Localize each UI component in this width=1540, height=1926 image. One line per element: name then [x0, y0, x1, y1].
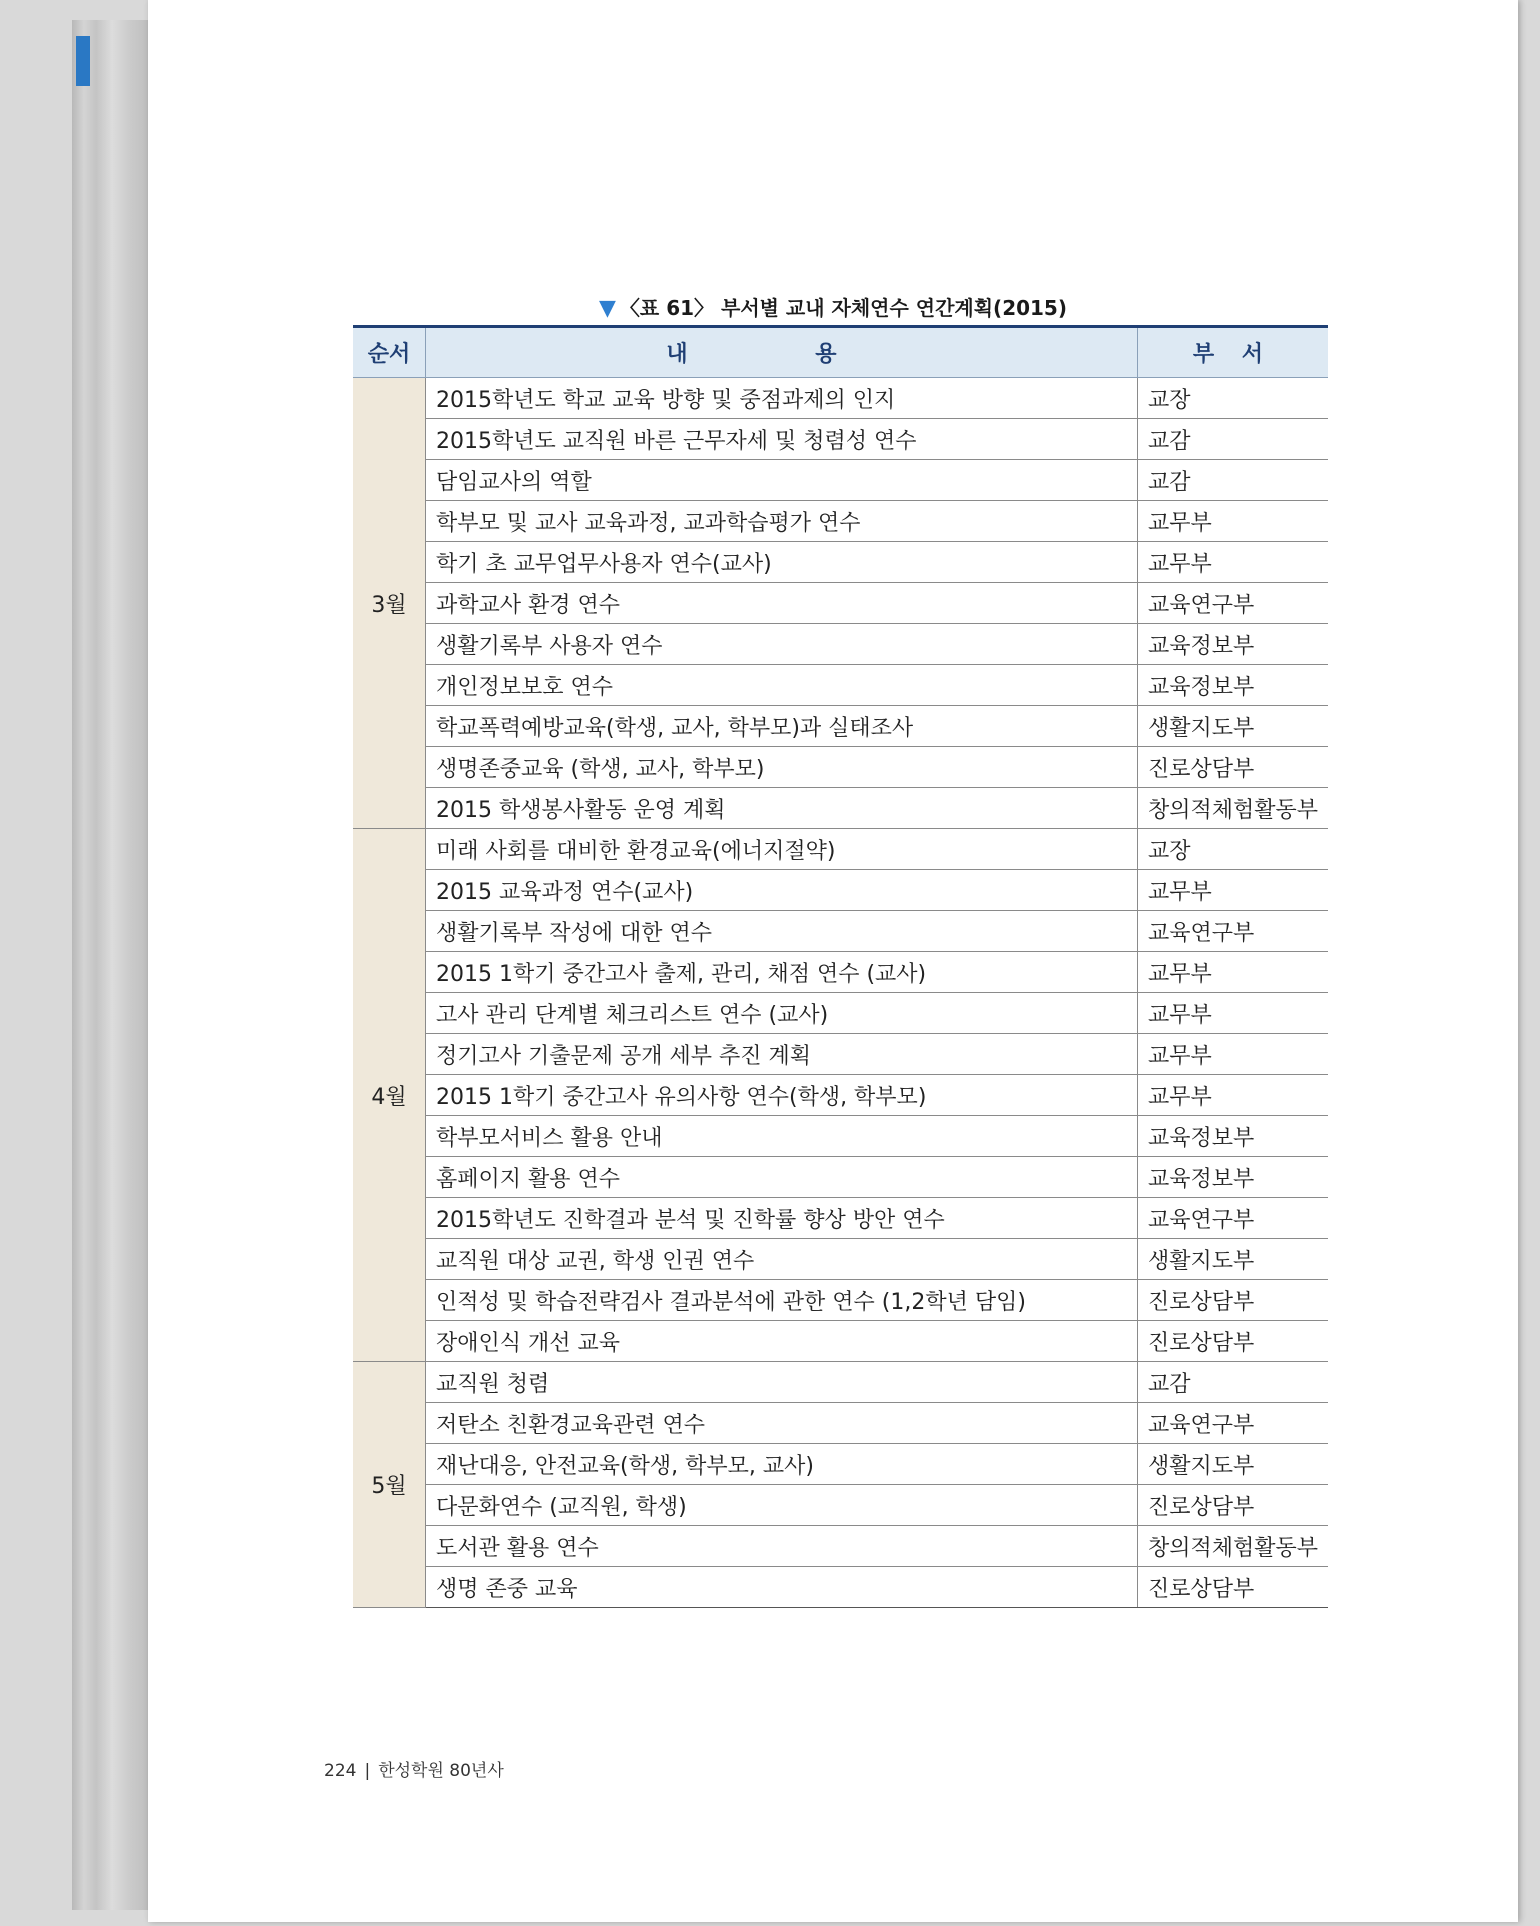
content-cell: 2015학년도 교직원 바른 근무자세 및 청렴성 연수	[426, 419, 1138, 460]
dept-cell: 교육정보부	[1137, 665, 1328, 706]
content-cell: 장애인식 개선 교육	[426, 1321, 1138, 1362]
training-plan-table	[353, 325, 1328, 1608]
table-row	[353, 1280, 1328, 1321]
dept-cell: 교장	[1137, 378, 1328, 419]
dept-cell: 생활지도부	[1137, 1239, 1328, 1280]
table-row	[353, 1485, 1328, 1526]
table-header-row	[353, 327, 1328, 378]
header-order: 순서	[353, 327, 426, 378]
content-cell: 과학교사 환경 연수	[426, 583, 1138, 624]
table-row	[353, 1362, 1328, 1403]
content-cell: 교직원 대상 교권, 학생 인권 연수	[426, 1239, 1138, 1280]
dept-cell: 생활지도부	[1137, 706, 1328, 747]
dept-cell: 창의적체험활동부	[1137, 788, 1328, 829]
table-row	[353, 706, 1328, 747]
content-cell: 홈페이지 활용 연수	[426, 1157, 1138, 1198]
page-number: 224	[324, 1761, 357, 1781]
table-row	[353, 993, 1328, 1034]
dept-cell: 진로상담부	[1137, 1485, 1328, 1526]
table-row	[353, 665, 1328, 706]
table-row	[353, 788, 1328, 829]
table-row	[353, 747, 1328, 788]
table-row	[353, 1034, 1328, 1075]
content-cell: 생명 존중 교육	[426, 1567, 1138, 1608]
content-cell: 학교폭력예방교육(학생, 교사, 학부모)과 실태조사	[426, 706, 1138, 747]
dept-cell: 진로상담부	[1137, 747, 1328, 788]
table-row	[353, 870, 1328, 911]
table-row	[353, 1444, 1328, 1485]
dept-cell: 교육정보부	[1137, 1157, 1328, 1198]
dept-cell: 교무부	[1137, 1075, 1328, 1116]
table-row	[353, 583, 1328, 624]
table-caption	[148, 292, 1518, 321]
table-row	[353, 1116, 1328, 1157]
content-cell: 생활기록부 작성에 대한 연수	[426, 911, 1138, 952]
content-cell: 정기고사 기출문제 공개 세부 추진 계획	[426, 1034, 1138, 1075]
content-cell: 담임교사의 역할	[426, 460, 1138, 501]
table-title: 〈표 61〉 부서별 교내 자체연수 연간계획(2015)	[619, 296, 1067, 320]
triangle-marker-icon: ▼	[599, 296, 616, 321]
dept-cell: 교무부	[1137, 870, 1328, 911]
content-cell: 2015 1학기 중간고사 유의사항 연수(학생, 학부모)	[426, 1075, 1138, 1116]
content-cell: 학부모서비스 활용 안내	[426, 1116, 1138, 1157]
dept-cell: 진로상담부	[1137, 1321, 1328, 1362]
book-bookmark-tab	[76, 36, 90, 86]
table-row	[353, 460, 1328, 501]
content-cell: 2015학년도 진학결과 분석 및 진학률 향상 방안 연수	[426, 1198, 1138, 1239]
table-row	[353, 419, 1328, 460]
table-row	[353, 378, 1328, 419]
table-row	[353, 1567, 1328, 1608]
footer-separator: |	[364, 1761, 371, 1781]
content-cell: 도서관 활용 연수	[426, 1526, 1138, 1567]
table-row	[353, 1403, 1328, 1444]
dept-cell: 교무부	[1137, 952, 1328, 993]
content-cell: 학기 초 교무업무사용자 연수(교사)	[426, 542, 1138, 583]
table-row	[353, 1075, 1328, 1116]
table-row	[353, 911, 1328, 952]
table-row	[353, 1239, 1328, 1280]
content-cell: 2015 1학기 중간고사 출제, 관리, 채점 연수 (교사)	[426, 952, 1138, 993]
table-row	[353, 1526, 1328, 1567]
content-cell: 미래 사회를 대비한 환경교육(에너지절약)	[426, 829, 1138, 870]
dept-cell: 교육정보부	[1137, 624, 1328, 665]
content-cell: 교직원 청렴	[426, 1362, 1138, 1403]
dept-cell: 교육연구부	[1137, 911, 1328, 952]
table-body	[353, 378, 1328, 1608]
dept-cell: 교무부	[1137, 993, 1328, 1034]
table-row	[353, 952, 1328, 993]
content-cell: 2015 교육과정 연수(교사)	[426, 870, 1138, 911]
month-cell: 4월	[353, 829, 426, 1362]
content-cell: 개인정보보호 연수	[426, 665, 1138, 706]
content-cell: 인적성 및 학습전략검사 결과분석에 관한 연수 (1,2학년 담임)	[426, 1280, 1138, 1321]
month-cell: 3월	[353, 378, 426, 829]
header-content: 내 용	[426, 327, 1138, 378]
dept-cell: 교육연구부	[1137, 1198, 1328, 1239]
page-footer	[324, 1756, 504, 1781]
table-row	[353, 1321, 1328, 1362]
table-row	[353, 624, 1328, 665]
dept-cell: 교육연구부	[1137, 1403, 1328, 1444]
month-cell: 5월	[353, 1362, 426, 1608]
content-cell: 다문화연수 (교직원, 학생)	[426, 1485, 1138, 1526]
table-row	[353, 501, 1328, 542]
dept-cell: 교감	[1137, 460, 1328, 501]
content-cell: 고사 관리 단계별 체크리스트 연수 (교사)	[426, 993, 1138, 1034]
table-row	[353, 829, 1328, 870]
dept-cell: 교육연구부	[1137, 583, 1328, 624]
content-cell: 생활기록부 사용자 연수	[426, 624, 1138, 665]
dept-cell: 교무부	[1137, 501, 1328, 542]
table-row	[353, 1157, 1328, 1198]
table-row	[353, 542, 1328, 583]
dept-cell: 교무부	[1137, 1034, 1328, 1075]
dept-cell: 교장	[1137, 829, 1328, 870]
content-cell: 학부모 및 교사 교육과정, 교과학습평가 연수	[426, 501, 1138, 542]
dept-cell: 창의적체험활동부	[1137, 1526, 1328, 1567]
header-dept: 부 서	[1137, 327, 1328, 378]
dept-cell: 진로상담부	[1137, 1280, 1328, 1321]
dept-cell: 교감	[1137, 419, 1328, 460]
table-row	[353, 1198, 1328, 1239]
book-title: 한성학원 80년사	[378, 1761, 504, 1781]
content-cell: 2015 학생봉사활동 운영 계획	[426, 788, 1138, 829]
dept-cell: 교육정보부	[1137, 1116, 1328, 1157]
content-cell: 재난대응, 안전교육(학생, 학부모, 교사)	[426, 1444, 1138, 1485]
content-cell: 생명존중교육 (학생, 교사, 학부모)	[426, 747, 1138, 788]
document-page	[148, 0, 1518, 1922]
content-cell: 2015학년도 학교 교육 방향 및 중점과제의 인지	[426, 378, 1138, 419]
dept-cell: 교무부	[1137, 542, 1328, 583]
content-cell: 저탄소 친환경교육관련 연수	[426, 1403, 1138, 1444]
dept-cell: 생활지도부	[1137, 1444, 1328, 1485]
dept-cell: 진로상담부	[1137, 1567, 1328, 1608]
book-edge	[72, 20, 152, 1910]
dept-cell: 교감	[1137, 1362, 1328, 1403]
